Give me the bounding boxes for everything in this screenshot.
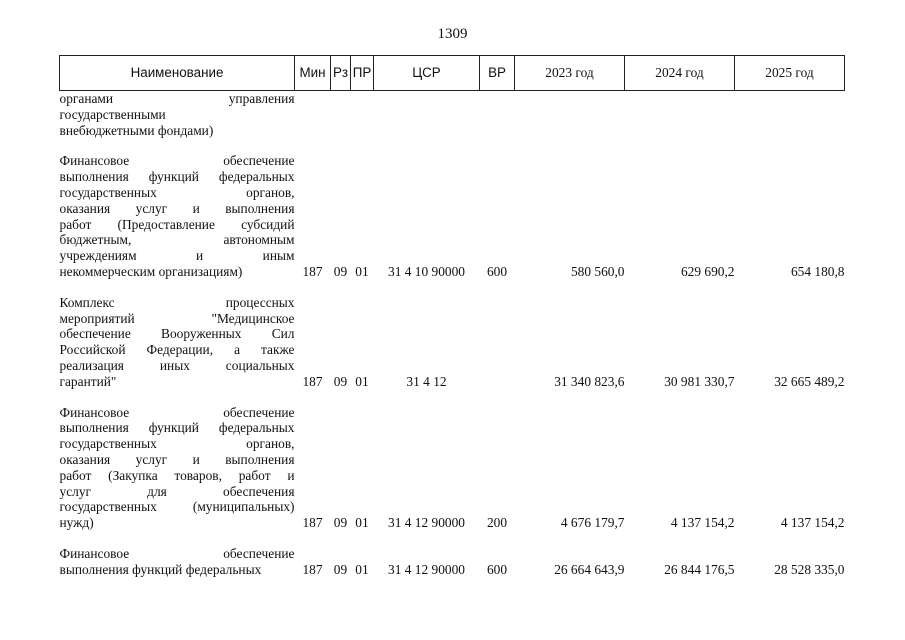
cell-min: 187 [302,561,323,577]
name-line: мероприятий "Медицинское [59,310,295,326]
cell-pr: 01 [355,561,369,577]
header-2023: 2023 год [515,56,625,91]
cell-pr: 01 [355,373,369,389]
name-line: Российской Федерации, а также [59,342,295,358]
header-name: Наименование [60,56,295,91]
cell-2023: 4 676 179,7 [560,515,625,531]
cell-name [60,153,295,279]
row-spacer-cell [60,280,845,295]
cell-name [60,295,295,390]
cell-2024: 629 690,2 [680,263,735,279]
cell-min: 187 [302,373,323,389]
cell-2024: 4 137 154,2 [670,515,735,531]
header-vr: ВР [480,56,515,91]
row-spacer [60,390,845,405]
cell-2023: 26 664 643,9 [554,561,625,577]
cell-rz: 09 [333,561,348,577]
row-spacer-cell [60,390,845,405]
cell-2025: 28 528 335,0 [774,561,845,577]
name-line: Финансовое обеспечение [59,153,295,169]
cell-2025 [735,91,845,139]
header-csr: ЦСР [374,56,480,91]
cell-min: 187 [302,263,323,279]
cell-2023: 31 340 823,6 [554,373,625,389]
cell-min [295,91,331,139]
cell-2024 [625,91,735,139]
cell-2025: 4 137 154,2 [780,515,845,531]
cell-2024: 30 981 330,7 [664,373,735,389]
row-spacer-cell [60,138,845,153]
cell-2025: 32 665 489,2 [774,373,845,389]
cell-name [60,405,295,531]
header-rz: Рз [331,56,351,91]
table-header-row [60,56,845,91]
header-min: Мин [295,56,331,91]
cell-rz: 09 [333,515,348,531]
name-line: гарантий" [59,373,117,389]
name-line: Комплекс процессных [59,294,295,310]
cell-2023: 580 560,0 [570,263,625,279]
page-number: 1309 [437,26,468,42]
name-line: выполнения функций федеральных [59,561,262,577]
name-line: некоммерческим организациям) [59,263,243,279]
name-line: внебюджетными фондами) [59,122,214,138]
header-2024: 2024 год [625,56,735,91]
name-line: работ (Закупка товаров, работ и [59,467,295,483]
name-line: государственных (муниципальных) [59,499,295,515]
table-row [60,153,845,279]
cell-csr: 31 4 12 90000 [388,561,465,577]
cell-csr: 31 4 12 90000 [388,515,465,531]
name-line: государственных органов, [59,436,295,452]
cell-rz [331,91,351,139]
name-line: государственных органов, [59,184,295,200]
name-line: обеспечение Вооруженных Сил [59,326,295,342]
name-line: бюджетным, автономным [59,232,295,248]
name-line: органами управления [59,91,295,106]
name-line: выполнения функций федеральных [59,420,295,436]
cell-min: 187 [302,515,323,531]
cell-vr: 600 [486,263,508,279]
cell-pr: 01 [355,263,369,279]
cell-csr [374,91,480,139]
budget-table [59,55,845,578]
cell-rz: 09 [333,373,348,389]
table-row [60,546,845,578]
cell-rz: 09 [333,263,348,279]
row-spacer [60,138,845,153]
cell-pr [351,91,374,139]
cell-csr: 31 4 10 90000 [388,263,465,279]
cell-pr: 01 [355,515,369,531]
name-line: выполнения функций федеральных [59,169,295,185]
cell-2023 [515,91,625,139]
cell-2024: 26 844 176,5 [664,561,735,577]
cell-vr [480,91,515,139]
cell-vr: 600 [486,561,508,577]
table-body [60,91,845,578]
table-row [60,405,845,531]
cell-name [60,91,295,139]
name-line: государственными [59,106,166,122]
cell-2025: 654 180,8 [790,263,845,279]
name-line: нужд) [59,515,94,531]
name-line: Финансовое обеспечение [59,545,295,561]
table-row [60,91,845,139]
cell-vr: 200 [486,515,508,531]
name-line: реализация иных социальных [59,357,295,373]
row-spacer [60,280,845,295]
row-spacer [60,531,845,546]
name-line: оказания услуг и выполнения [59,451,295,467]
header-2025: 2025 год [735,56,845,91]
row-spacer-cell [60,531,845,546]
cell-csr: 31 4 12 [406,373,447,389]
name-line: оказания услуг и выполнения [59,200,295,216]
name-line: Финансовое обеспечение [59,404,295,420]
header-pr: ПР [351,56,374,91]
name-line: учреждениям и иным [59,248,295,264]
cell-vr [480,295,515,390]
table-row [60,295,845,390]
cell-name [60,546,295,578]
name-line: работ (Предоставление субсидий [59,216,295,232]
name-line: услуг для обеспечения [59,483,295,499]
